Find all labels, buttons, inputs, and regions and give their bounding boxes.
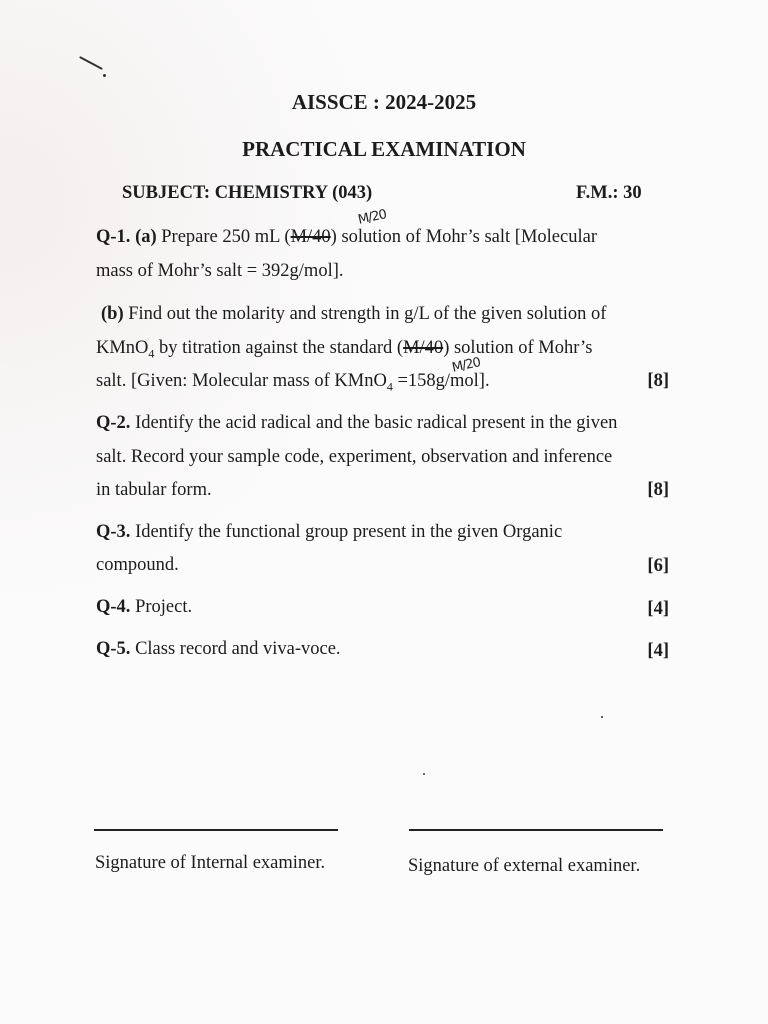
q2-line1 — [96, 413, 617, 434]
question-text: by titration against the standard ( — [154, 338, 404, 358]
q3-line1 — [96, 522, 562, 543]
q2-line3: in tabular form. — [96, 480, 212, 500]
question-text: Identify the acid radical and the basic radical present in the given — [135, 413, 618, 433]
q4-marks: [4] — [647, 599, 669, 619]
handwritten-correction: M/20 — [450, 355, 482, 376]
q1-b-line2 — [96, 338, 592, 362]
question-number: Q-4. — [96, 597, 131, 617]
q5-marks: [4] — [647, 641, 669, 661]
q1-b-line3 — [96, 371, 490, 395]
external-signature-line — [409, 829, 663, 831]
q2-line2: salt. Record your sample code, experiment, observation and inference — [96, 447, 613, 467]
question-text: Find out the molarity and strength in g/L of the given solution of — [128, 304, 607, 324]
pen-mark — [79, 56, 103, 70]
ink-dot — [601, 716, 603, 718]
q1-a-line2: mass of Mohr’s salt = 392g/mol]. — [96, 261, 344, 281]
handwritten-correction: M/20 — [356, 207, 388, 228]
question-text: Identify the functional group present in the given Organic — [135, 522, 563, 542]
question-text: ) solution of Mohr’s — [443, 338, 593, 358]
external-signature-label: Signature of external examiner. — [408, 856, 641, 876]
internal-signature-line — [94, 829, 338, 831]
q3-line2: compound. — [96, 555, 179, 575]
subscript: 4 — [148, 346, 155, 361]
subject-line: SUBJECT: CHEMISTRY (043) — [122, 183, 373, 203]
exam-title: PRACTICAL EXAMINATION — [242, 137, 526, 161]
ink-dot — [423, 773, 425, 775]
q1-a-line1 — [96, 227, 597, 248]
full-marks: F.M.: 30 — [576, 183, 642, 203]
question-number: Q-1. — [96, 227, 131, 247]
question-text: =158g/mol]. — [392, 371, 490, 391]
question-text: ) solution of Mohr’s salt [Molecular — [330, 227, 597, 247]
exam-year: AISSCE : 2024-2025 — [291, 90, 477, 114]
question-text: Project. — [135, 597, 193, 617]
question-text: Class record and viva-voce. — [135, 639, 341, 659]
struck-text: M/40 — [403, 338, 444, 358]
question-number: Q-2. — [96, 413, 131, 433]
q3-marks: [6] — [647, 556, 669, 576]
question-text: salt. [Given: Molecular mass of KMnO — [96, 371, 387, 391]
q4-line — [96, 597, 192, 618]
struck-text: M/40 — [290, 227, 331, 247]
subscript: 4 — [386, 379, 393, 394]
question-number: Q-5. — [96, 639, 131, 659]
ink-dot — [103, 74, 106, 77]
q2-marks: [8] — [647, 480, 669, 500]
internal-signature-label: Signature of Internal examiner. — [95, 853, 326, 873]
part-label: (a) — [135, 227, 157, 247]
q5-line — [96, 639, 341, 660]
question-text: KMnO — [96, 338, 149, 358]
part-label: (b) — [101, 304, 124, 324]
q1-marks: [8] — [647, 371, 669, 391]
question-text: Prepare 250 mL ( — [161, 227, 291, 247]
q1-b-line1 — [101, 304, 606, 325]
question-number: Q-3. — [96, 522, 131, 542]
